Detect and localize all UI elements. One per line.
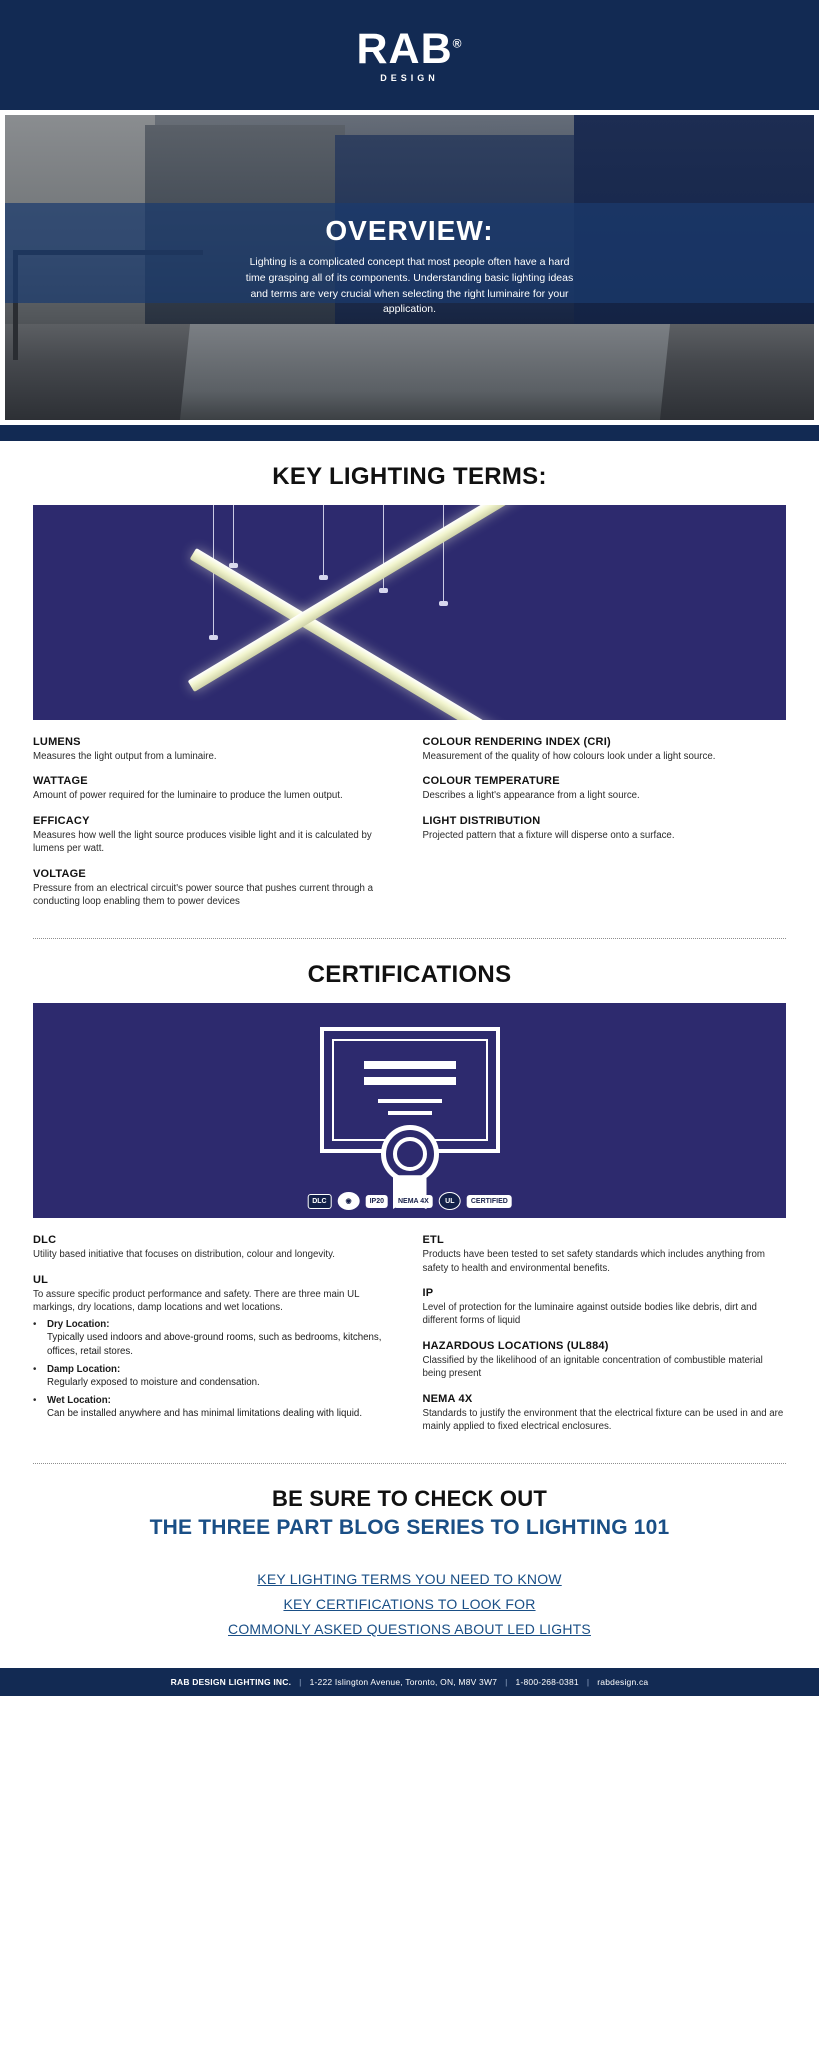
- divider-bar: [0, 425, 819, 441]
- footer-separator: |: [586, 1677, 590, 1688]
- logo-text: RAB: [356, 24, 453, 73]
- badge-dlc-icon: DLC: [307, 1194, 331, 1209]
- fixture-cap: [319, 575, 328, 580]
- list-item-desc: Typically used indoors and above-ground rooms, such as bedrooms, kitchens, offices, retail stores.: [47, 1332, 382, 1357]
- certificate-line: [388, 1111, 432, 1115]
- cert-description: Products have been tested to set safety standards which includes anything from safety to health and environmental benefits.: [422, 1249, 765, 1274]
- certificate-line: [364, 1077, 456, 1085]
- term-description: Measurement of the quality of how colours look under a light source.: [422, 751, 716, 762]
- term-item: [423, 736, 787, 763]
- cert-title: NEMA 4X: [422, 1392, 473, 1405]
- list-item-label: Dry Location:: [47, 1319, 110, 1331]
- term-title: LIGHT DISTRIBUTION: [422, 814, 541, 827]
- cert-title: ETL: [422, 1234, 444, 1247]
- term-item: [33, 736, 397, 763]
- cert-description: Standards to justify the environment that the electrical fixture can be used in and are mainly applied to fixed electrical enclosures.: [422, 1407, 784, 1432]
- fixture-wire: [443, 505, 444, 603]
- cert-description: To assure specific product performance and safety. There are three main UL markings, dry locations, damp locations and wet locations.: [33, 1288, 360, 1313]
- fixture-cap: [229, 563, 238, 568]
- term-description: Amount of power required for the luminaire to produce the lumen output.: [33, 790, 343, 802]
- fixture-wire: [233, 505, 234, 565]
- rab-logo[interactable]: [356, 24, 463, 83]
- section-title-certifications: CERTIFICATIONS: [307, 961, 512, 989]
- logo-subtext: DESIGN: [380, 72, 439, 83]
- registered-trademark-icon: ®: [452, 36, 463, 51]
- page-header: [0, 0, 819, 110]
- section-title-terms: KEY LIGHTING TERMS:: [272, 463, 547, 490]
- cert-title: IP: [422, 1287, 434, 1299]
- cert-title: HAZARDOUS LOCATIONS (UL884): [422, 1339, 609, 1352]
- cert-item: [423, 1393, 787, 1434]
- cta-block: [0, 1464, 819, 1548]
- cert-item: [423, 1234, 787, 1275]
- footer-phone[interactable]: 1-800-268-0381: [515, 1677, 579, 1688]
- term-item: [423, 775, 787, 802]
- terms-columns: [33, 736, 786, 920]
- term-description: Measures how well the light source produces visible light and it is calculated by lumens per watt.: [33, 829, 372, 855]
- fixture-wire: [323, 505, 324, 577]
- term-description: Describes a light's appearance from a light source.: [422, 790, 640, 802]
- cert-description: Classified by the likelihood of an ignitable concentration of combustible material being present: [422, 1354, 763, 1380]
- terms-column-left: [33, 736, 397, 920]
- term-description: Measures the light output from a luminaire.: [33, 751, 217, 762]
- list-item-label: Damp Location:: [47, 1363, 121, 1375]
- blog-link-certifications[interactable]: KEY CERTIFICATIONS TO LOOK FOR: [283, 1596, 536, 1613]
- logo-wordmark: [356, 24, 463, 73]
- certifications-column-left: [33, 1234, 397, 1445]
- hero-paragraph: Lighting is a complicated concept that most people often have a hard time grasping all of its components. Understanding basic lighting ideas and terms are very crucial when selecting the right luminaire for your application.: [245, 256, 574, 316]
- bullet-icon: •: [33, 1394, 37, 1406]
- cta-line-1: BE SURE TO CHECK OUT: [272, 1486, 547, 1512]
- blog-link-terms[interactable]: KEY LIGHTING TERMS YOU NEED TO KNOW: [257, 1571, 562, 1588]
- footer-separator: |: [299, 1677, 302, 1688]
- term-item: [33, 815, 397, 856]
- badge-certified-icon: CERTIFIED: [467, 1195, 512, 1208]
- certificate-illustration-panel: [33, 1003, 786, 1218]
- hero-banner: [5, 115, 814, 420]
- cert-item: [33, 1234, 397, 1261]
- list-item: [33, 1363, 397, 1389]
- cert-title: UL: [33, 1273, 49, 1286]
- term-description: Pressure from an electrical circuit's power source that pushes current through a conducting loop enabling them to power devices: [33, 882, 373, 907]
- cert-item: [33, 1274, 397, 1420]
- badge-water-drop-icon: ◉: [338, 1192, 360, 1210]
- bullet-icon: •: [33, 1363, 37, 1375]
- cert-description: Level of protection for the luminaire against outside bodies like debris, dirt and different forms of liquid: [422, 1302, 757, 1327]
- list-item-text: [47, 1394, 362, 1420]
- term-title: EFFICACY: [33, 814, 90, 827]
- bullet-icon: •: [33, 1319, 37, 1331]
- list-item: [33, 1318, 397, 1357]
- badge-nema4x-icon: NEMA 4X: [394, 1195, 433, 1208]
- cert-description: Utility based initiative that focuses on distribution, colour and longevity.: [33, 1249, 335, 1261]
- term-title: VOLTAGE: [33, 867, 86, 880]
- footer-separator: |: [505, 1677, 508, 1688]
- term-item: [423, 815, 787, 842]
- badge-ul-icon: UL: [439, 1192, 461, 1210]
- fixture-cap: [379, 588, 388, 593]
- cert-title: DLC: [33, 1234, 57, 1247]
- list-item-text: [47, 1318, 397, 1357]
- hero-walkway: [180, 324, 670, 420]
- certificate-seal-icon: [381, 1125, 439, 1183]
- term-title: LUMENS: [33, 736, 81, 748]
- list-item-text: [47, 1363, 260, 1389]
- term-item: [33, 868, 397, 909]
- certifications-column-right: [423, 1234, 787, 1445]
- blog-links: [0, 1548, 819, 1668]
- list-item-desc: Regularly exposed to moisture and condensation.: [47, 1376, 260, 1388]
- terms-illustration-panel: [33, 505, 786, 720]
- certifications-columns: [33, 1234, 786, 1445]
- term-item: [33, 775, 397, 802]
- list-item-desc: Can be installed anywhere and has minimal limitations dealing with liquid.: [47, 1407, 363, 1419]
- cert-item: [423, 1340, 787, 1381]
- page-footer: [0, 1668, 819, 1696]
- footer-company: RAB DESIGN LIGHTING INC.: [170, 1677, 292, 1688]
- list-item: [33, 1394, 397, 1420]
- term-title: COLOUR RENDERING INDEX (CRI): [422, 736, 611, 748]
- term-description: Projected pattern that a fixture will disperse onto a surface.: [422, 829, 675, 841]
- certificate-line: [364, 1061, 456, 1069]
- cert-item: [423, 1287, 787, 1328]
- ul-location-list: [33, 1318, 397, 1420]
- certification-badge-row: [307, 1192, 512, 1210]
- badge-ip20-icon: IP20: [366, 1195, 388, 1208]
- term-title: WATTAGE: [33, 775, 88, 788]
- certificate-line: [378, 1099, 442, 1103]
- list-item-label: Wet Location:: [47, 1394, 111, 1406]
- fixture-cap: [209, 635, 218, 640]
- cta-line-2: THE THREE PART BLOG SERIES TO LIGHTING 101: [149, 1516, 670, 1540]
- blog-link-faq[interactable]: COMMONLY ASKED QUESTIONS ABOUT LED LIGHTS: [228, 1621, 591, 1638]
- term-title: COLOUR TEMPERATURE: [422, 775, 560, 788]
- hero-title: OVERVIEW:: [325, 215, 494, 246]
- hero-text-block: [5, 215, 814, 318]
- footer-website[interactable]: rabdesign.ca: [597, 1677, 649, 1688]
- terms-column-right: [423, 736, 787, 920]
- footer-address: 1-222 Islington Avenue, Toronto, ON, M8V 3W7: [309, 1677, 498, 1688]
- fixture-cap: [439, 601, 448, 606]
